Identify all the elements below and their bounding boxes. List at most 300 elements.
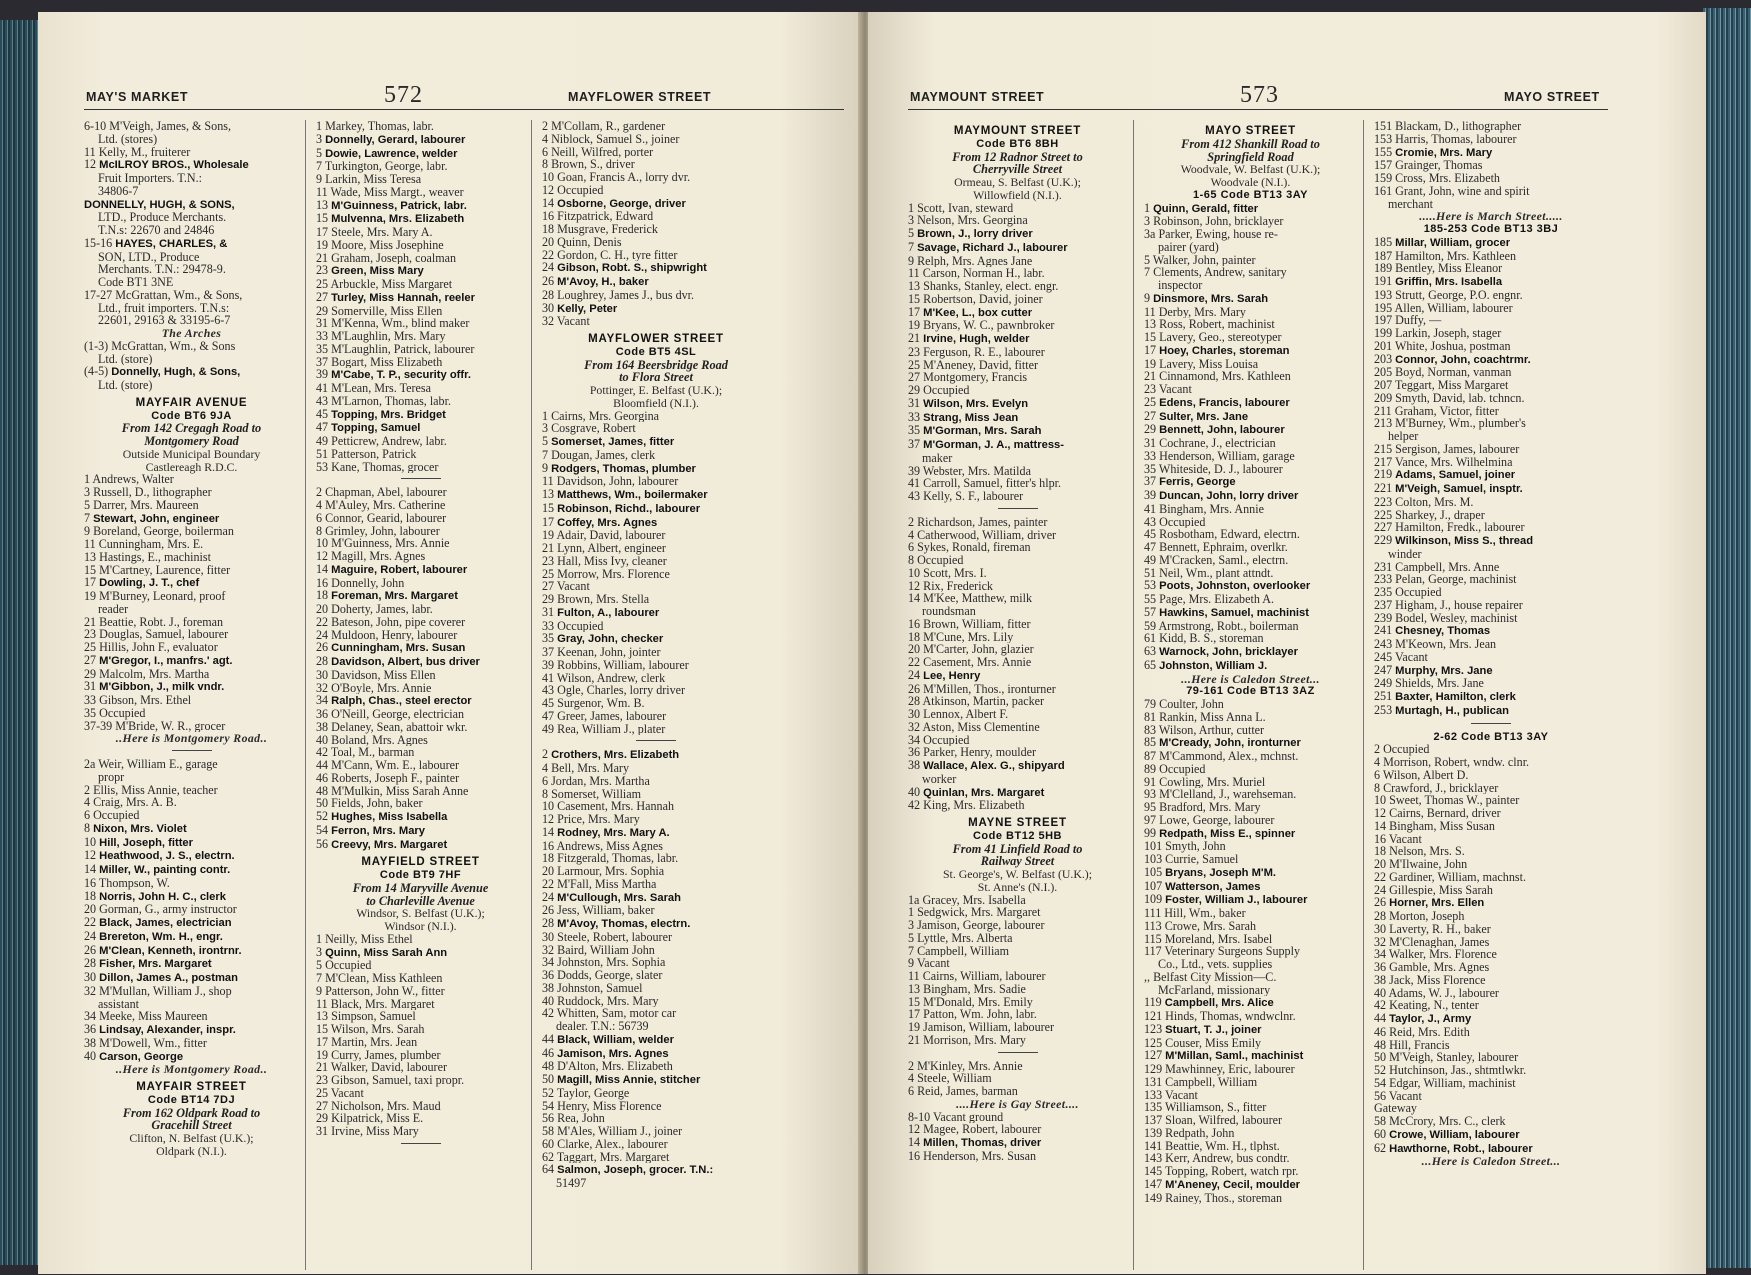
house-number: 223 <box>1374 495 1393 509</box>
directory-entry <box>1374 896 1608 910</box>
house-number: 22 <box>542 877 555 891</box>
resident-name: M'Cready, John, ironturner <box>1159 737 1301 750</box>
directory-entry <box>1144 1010 1357 1023</box>
directory-entry <box>908 592 1127 605</box>
house-number: 26 <box>542 904 555 917</box>
section-separator <box>1471 723 1511 724</box>
resident-name: Strang, Miss Jean <box>923 411 1019 424</box>
directory-entry <box>908 1111 1127 1124</box>
resident-name: Douglas, Samuel, labourer <box>99 628 229 641</box>
resident-name: Henry, Miss Florence <box>557 1099 662 1113</box>
directory-entry <box>316 368 525 382</box>
resident-name: Dowling, J. T., chef <box>99 577 200 590</box>
resident-name: Shields, Mrs. Jane <box>1395 677 1484 690</box>
directory-entry <box>542 197 770 211</box>
directory-entry <box>542 289 770 302</box>
house-number: 41 <box>908 477 921 490</box>
resident-name: Lowe, George, labourer <box>1159 813 1275 827</box>
directory-entry <box>1144 1178 1357 1192</box>
directory-entry <box>1144 1192 1357 1205</box>
directory-entry <box>84 365 299 379</box>
resident-name: Johnston, William J. <box>1159 659 1268 672</box>
house-number: 12 <box>316 550 329 563</box>
directory-entry <box>316 147 525 161</box>
entry-continuation: Ltd., fruit importers. T.N.s: <box>98 301 230 315</box>
house-number: 6 <box>316 511 323 525</box>
directory-entry <box>1144 1152 1357 1165</box>
house-number: 25 <box>542 567 555 581</box>
directory-entry <box>542 502 770 516</box>
entry-continuation: maker <box>922 451 953 465</box>
directory-entry <box>316 694 525 708</box>
directory-entry <box>316 603 525 616</box>
cross-street-marker: ....Here is Gay Street.... <box>956 1096 1079 1111</box>
directory-entry <box>316 550 525 563</box>
directory-entry <box>84 985 299 998</box>
directory-entry <box>908 202 1127 215</box>
resident-name: Blackam, D., lithographer <box>1395 120 1522 133</box>
directory-entry <box>908 906 1127 919</box>
resident-name: Bateson, John, pipe coverer <box>331 615 466 629</box>
house-number: 105 <box>1144 865 1163 879</box>
directory-entry <box>542 580 770 593</box>
resident-name: M'Ales, William J., joiner <box>557 1125 683 1138</box>
house-number: 81 <box>1144 710 1157 724</box>
directory-entry <box>1374 289 1608 302</box>
directory-entry <box>542 236 770 249</box>
directory-entry <box>542 917 770 931</box>
resident-name: Bryans, Joseph M'M. <box>1165 866 1277 879</box>
directory-entry <box>1144 475 1357 489</box>
house-number: 38 <box>542 981 555 995</box>
resident-name: Boland, Mrs. Agnes <box>331 733 428 747</box>
house-number: 35 <box>316 342 329 356</box>
directory-entry <box>1374 366 1608 379</box>
directory-entry <box>1144 1023 1357 1037</box>
resident-name: Veterinary Surgeons Supply <box>1164 945 1300 958</box>
directory-entry <box>1144 880 1357 894</box>
house-number: 3 <box>84 486 91 499</box>
cross-street-marker: ..Here is Montgomery Road.. <box>115 731 268 746</box>
house-number: 44 <box>542 1032 555 1046</box>
postcode-label: 2-62 Code BT13 3AY <box>1433 730 1549 743</box>
house-number: 12 <box>84 849 97 863</box>
resident-name: Miller, W., painting contr. <box>99 864 231 876</box>
resident-name: Muldoon, Henry, labourer <box>331 628 458 642</box>
resident-name: Vacant <box>1158 383 1192 396</box>
resident-name: Morrow, Mrs. Florence <box>557 567 670 581</box>
house-number: 51 <box>1144 566 1157 580</box>
resident-name: Campbell, Mrs. Anne <box>1395 560 1500 574</box>
house-number: 55 <box>1144 593 1157 606</box>
directory-entry <box>316 160 525 173</box>
resident-name: Davidson, Miss Ellen <box>331 668 436 682</box>
book-page-edges-left <box>0 20 40 1265</box>
resident-name: Kelly, Peter <box>557 302 618 315</box>
entry-continuation: 22601, 29163 & 33195-6-7 <box>98 314 231 327</box>
house-number: 13 <box>542 488 555 501</box>
resident-name: Fitzgerald, Thomas, labr. <box>557 852 679 865</box>
resident-name: Moore, Miss Josephine <box>331 238 444 252</box>
resident-name: Ferguson, R. E., labourer <box>923 345 1045 359</box>
resident-name: Somerset, James, fitter <box>551 436 675 448</box>
house-number: 12 <box>908 1123 921 1136</box>
resident-name: Pelan, George, machinist <box>1395 573 1517 586</box>
house-number: 17 <box>316 1035 329 1049</box>
directory-entry <box>1144 410 1357 424</box>
house-number: 14 <box>84 863 97 876</box>
house-number: 46 <box>542 1046 555 1060</box>
directory-entry <box>1374 807 1608 820</box>
resident-name: Neilly, Miss Ethel <box>325 932 413 946</box>
resident-name: Occupied <box>1395 586 1442 599</box>
house-number: 35 <box>542 632 555 646</box>
house-number: 2 <box>908 515 915 529</box>
directory-entry <box>84 1050 299 1064</box>
directory-entry <box>316 186 525 199</box>
resident-name: Relph, Mrs. Agnes Jane <box>917 254 1033 268</box>
resident-name: Creevy, Mrs. Margaret <box>331 838 448 851</box>
house-number: 13 <box>908 982 921 996</box>
resident-name: Lennox, Albert F. <box>923 708 1009 721</box>
directory-entry <box>84 971 299 985</box>
house-number: 8 <box>316 524 323 538</box>
house-number: 43 <box>316 394 329 408</box>
directory-entry <box>316 1087 525 1100</box>
house-number: 23 <box>84 628 97 641</box>
resident-name: M'Aneney, David, fitter <box>923 358 1039 372</box>
directory-entry <box>1144 606 1357 620</box>
resident-name: Gordon, C. H., tyre fitter <box>557 248 678 262</box>
house-number: 20 <box>908 643 921 656</box>
directory-entry <box>1144 788 1357 801</box>
directory-entry <box>1144 593 1357 606</box>
directory-entry <box>1374 743 1608 756</box>
house-number: 127 <box>1144 1049 1163 1063</box>
house-number: 15-16 <box>84 236 113 250</box>
resident-name: Catherwood, William, driver <box>917 528 1057 542</box>
directory-entry <box>908 945 1127 958</box>
resident-name: Edens, Francis, labourer <box>1159 396 1290 409</box>
house-number: 34 <box>1374 948 1387 961</box>
directory-entry <box>908 371 1127 384</box>
house-number: 107 <box>1144 879 1163 893</box>
directory-entry <box>316 382 525 395</box>
house-number: 46 <box>316 771 329 785</box>
directory-entry <box>542 410 770 423</box>
resident-name: Andrews, Miss Agnes <box>556 839 663 853</box>
directory-entry <box>1374 1142 1608 1156</box>
directory-entry <box>542 944 770 957</box>
directory-entry <box>1144 1127 1357 1140</box>
house-number: 43 <box>1144 515 1157 529</box>
resident-name: Rea, John <box>557 1112 605 1125</box>
directory-entry <box>1144 1101 1357 1114</box>
house-number: 22 <box>1374 870 1387 884</box>
resident-name: Keenan, John, jointer <box>557 646 661 659</box>
house-number: 47 <box>1144 541 1157 554</box>
resident-name: Salmon, Joseph, grocer. T.N.: <box>557 1164 714 1177</box>
resident-name: Stewart, John, engineer <box>93 512 220 525</box>
resident-name: Graham, Joseph, coalman <box>331 251 457 265</box>
resident-name: Morton, Joseph <box>1389 910 1465 923</box>
directory-entry <box>1144 306 1357 319</box>
directory-entry <box>84 758 299 771</box>
resident-name: Occupied <box>1159 515 1206 529</box>
house-number: 49 <box>1144 553 1157 567</box>
directory-entry <box>1374 534 1608 548</box>
resident-name: M'Donald, Mrs. Emily <box>923 995 1033 1009</box>
postcode-label: Code BT6 9JA <box>151 409 232 422</box>
directory-entry <box>316 486 525 499</box>
directory-entry <box>1374 262 1608 275</box>
resident-name: Johnston, Samuel <box>557 981 643 995</box>
resident-name: Cochrane, J., electrician <box>1159 437 1276 450</box>
district-note: Outside Municipal Boundary <box>122 446 261 461</box>
house-number: 16 <box>316 576 329 590</box>
directory-entry <box>542 684 770 697</box>
house-number: 49 <box>542 722 555 736</box>
resident-name: M'Millan, Saml., machinist <box>1165 1050 1304 1063</box>
directory-entry <box>908 919 1127 932</box>
resident-name: Norris, John H. C., clerk <box>99 890 226 903</box>
directory-entry <box>542 1007 770 1020</box>
entry-continuation: assistant <box>98 997 139 1011</box>
resident-name: Hillis, John F., evaluator <box>99 641 218 654</box>
resident-name: Dougan, James, clerk <box>551 448 656 462</box>
directory-entry <box>542 800 770 813</box>
resident-name: M'Mulkin, Miss Sarah Anne <box>331 784 469 798</box>
directory-entry <box>316 641 525 655</box>
directory-column <box>1368 120 1608 1270</box>
street-heading: MAYFAIR AVENUE <box>135 396 248 409</box>
entry-continuation: pairer (yard) <box>1158 240 1219 254</box>
house-number: 237 <box>1374 598 1393 612</box>
house-number: 9 <box>908 957 915 970</box>
resident-name: Irvine, Hugh, welder <box>923 333 1030 345</box>
resident-name: Redpath, Miss E., spinner <box>1159 827 1296 840</box>
house-number: 30 <box>84 971 97 984</box>
directory-entry <box>1144 528 1357 541</box>
directory-entry <box>542 904 770 917</box>
route-description: Cherryville Street <box>972 162 1063 177</box>
resident-name: Goan, Francis A., lorry dvr. <box>557 171 691 184</box>
resident-name: Magee, Robert, labourer <box>923 1123 1042 1136</box>
directory-entry <box>1374 1051 1608 1064</box>
directory-entry <box>1144 437 1357 450</box>
house-number: 58 <box>542 1125 555 1138</box>
house-number: 26 <box>316 641 329 655</box>
house-number: 27 <box>908 371 921 384</box>
house-number: 24 <box>84 929 97 943</box>
house-number: 28 <box>542 917 555 930</box>
house-number: 251 <box>1374 690 1393 703</box>
directory-entry <box>1374 133 1608 146</box>
house-number: 2a <box>84 758 96 771</box>
resident-name: M'Avoy, Thomas, electrn. <box>557 918 691 930</box>
resident-name: Bennett, Ephraim, overlkr. <box>1159 541 1288 554</box>
directory-entry <box>542 762 770 775</box>
resident-name: Lindsay, Alexander, inspr. <box>99 1024 236 1036</box>
resident-name: M'Cune, Mrs. Lily <box>923 630 1014 644</box>
resident-name: Bradford, Mrs. Mary <box>1159 801 1261 814</box>
house-number: 27 <box>84 653 97 667</box>
directory-entry <box>1374 443 1608 456</box>
house-number: 52 <box>542 1086 555 1100</box>
route-description: to Charleville Avenue <box>366 893 475 908</box>
resident-name: M'Burney, Leonard, proof <box>99 590 226 603</box>
resident-name: Larmour, Mrs. Sophia <box>557 865 665 878</box>
directory-entry <box>84 957 299 971</box>
directory-entry <box>1374 769 1608 782</box>
street-heading: MAYFIELD STREET <box>361 856 480 869</box>
house-number: 11 <box>908 267 920 280</box>
house-number: 34 <box>316 694 329 708</box>
resident-name: Ogle, Charles, lorry driver <box>557 684 686 697</box>
house-number: 48 <box>1374 1038 1387 1052</box>
house-number: 15 <box>316 1023 329 1036</box>
house-number: 10 <box>542 171 555 184</box>
resident-name: Wilson, Albert D. <box>1382 768 1469 782</box>
directory-entry <box>1144 620 1357 633</box>
directory-entry <box>1374 858 1608 871</box>
route-description: From 41 Linfield Road to <box>952 841 1083 856</box>
directory-entry <box>316 133 525 147</box>
directory-entry <box>908 1021 1127 1034</box>
resident-name: M'Gibbon, J., milk vndr. <box>99 681 225 694</box>
district-note: Castlereagh R.D.C. <box>145 459 238 474</box>
directory-entry <box>542 315 770 328</box>
directory-entry <box>316 810 525 824</box>
house-number: 30 <box>542 930 555 944</box>
resident-name: Jess, William, baker <box>557 904 655 917</box>
resident-name: Strutt, George, P.O. engnr. <box>1395 288 1523 302</box>
resident-name: Niblock, Samuel S., joiner <box>551 132 680 146</box>
directory-entry <box>542 261 770 275</box>
house-number: 40 <box>84 1049 97 1063</box>
resident-name: Beattie, Robt. J., foreman <box>99 615 224 629</box>
resident-name: Steele, William <box>917 1072 992 1085</box>
directory-entry <box>1144 907 1357 920</box>
house-number: 42 <box>316 746 329 759</box>
resident-name: Taylor, J., Army <box>1389 1013 1472 1025</box>
postcode-label: Code BT5 4SL <box>615 345 697 358</box>
house-number: 239 <box>1374 611 1393 625</box>
directory-entry <box>1144 840 1357 853</box>
resident-name: M'Ilwaine, John <box>1389 858 1468 871</box>
directory-entry <box>542 723 770 736</box>
house-number: 27 <box>1144 409 1157 423</box>
resident-name: Vacant <box>1394 650 1428 664</box>
house-number: 24 <box>542 890 555 904</box>
directory-column <box>84 120 306 1270</box>
resident-name: Gibson, Mrs. Ethel <box>99 694 192 707</box>
directory-entry <box>542 120 770 133</box>
directory-entry <box>542 995 770 1008</box>
directory-entry <box>316 563 525 577</box>
house-number: 229 <box>1374 534 1393 547</box>
resident-name: Thompson, W. <box>98 876 170 890</box>
directory-entry <box>542 632 770 646</box>
directory-entry <box>908 996 1127 1009</box>
resident-name: Hamilton, Mrs. Kathleen <box>1395 249 1517 263</box>
directory-entry <box>908 516 1127 529</box>
resident-name: Gorman, G., army instructor <box>99 903 237 916</box>
directory-entry <box>316 343 525 356</box>
house-number: 2 <box>542 748 549 762</box>
running-head-right: MAYO STREET <box>1504 90 1600 104</box>
house-number: 31 <box>908 396 921 410</box>
house-number: 46 <box>1374 1025 1387 1039</box>
house-number: 10 <box>316 537 329 550</box>
resident-name: Somerset, William <box>551 787 642 801</box>
directory-entry <box>908 746 1127 759</box>
directory-entry <box>1374 1026 1608 1039</box>
directory-entry <box>1144 711 1357 724</box>
house-number: 62 <box>542 1150 555 1164</box>
directory-entry <box>316 1112 525 1125</box>
resident-name: Cairns, William, labourer <box>922 970 1046 983</box>
directory-entry <box>1144 1114 1357 1127</box>
resident-name: Russell, D., lithographer <box>93 486 212 499</box>
house-number: 29 <box>1144 423 1157 437</box>
directory-entry <box>1374 820 1608 833</box>
house-number: 101 <box>1144 840 1163 853</box>
house-number: 17-27 <box>84 288 113 302</box>
house-number: 3 <box>908 214 915 227</box>
house-number: 12 <box>84 158 97 172</box>
resident-name: Wilson, Andrew, clerk <box>556 671 666 685</box>
directory-entry <box>542 488 770 502</box>
directory-entry <box>84 784 299 797</box>
resident-name: M'Bride, W. R., grocer <box>115 719 226 733</box>
resident-name: Grant, John, wine and spirit <box>1395 184 1530 198</box>
house-number: 36 <box>908 746 921 759</box>
resident-name: Allen, William, labourer <box>1394 301 1513 315</box>
house-number: 93 <box>1144 788 1157 801</box>
resident-name: Magill, Mrs. Agnes <box>331 550 426 563</box>
house-number: 54 <box>1374 1076 1387 1090</box>
directory-entry <box>84 551 299 564</box>
directory-entry <box>316 1100 525 1113</box>
resident-name: Lavery, Geo., stereotyper <box>1159 331 1282 344</box>
house-number: 245 <box>1374 650 1393 664</box>
street-heading: MAYMOUNT STREET <box>953 125 1082 137</box>
house-number: 13 <box>1144 318 1157 331</box>
resident-name: Mawhinney, Eric, labourer <box>1165 1063 1295 1076</box>
house-number: 56 <box>316 837 329 851</box>
resident-name: Crowe, Mrs. Sarah <box>1164 919 1257 933</box>
house-number: 53 <box>1144 579 1157 593</box>
resident-name: Irvine, Miss Mary <box>331 1125 419 1138</box>
resident-name: Rix, Frederick <box>923 579 993 593</box>
resident-name: Somerville, Miss Ellen <box>331 304 443 318</box>
house-number: 65 <box>1144 658 1157 672</box>
district-note: Woodvale (N.I.). <box>1210 175 1291 189</box>
house-number: 21 <box>316 251 329 265</box>
house-number: 109 <box>1144 893 1163 907</box>
resident-name: Boreland, George, boilerman <box>93 525 234 538</box>
directory-entry <box>84 340 299 353</box>
house-number: 19 <box>84 590 97 603</box>
route-description: Gracehill Street <box>151 1118 232 1133</box>
house-number: 44 <box>316 759 329 772</box>
directory-entry <box>1374 704 1608 718</box>
resident-name: Heathwood, J. S., electrn. <box>99 850 235 863</box>
directory-entry <box>1144 971 1357 984</box>
resident-name: Rankin, Miss Anna L. <box>1159 710 1266 724</box>
resident-name: Fitzpatrick, Edward <box>557 210 654 223</box>
